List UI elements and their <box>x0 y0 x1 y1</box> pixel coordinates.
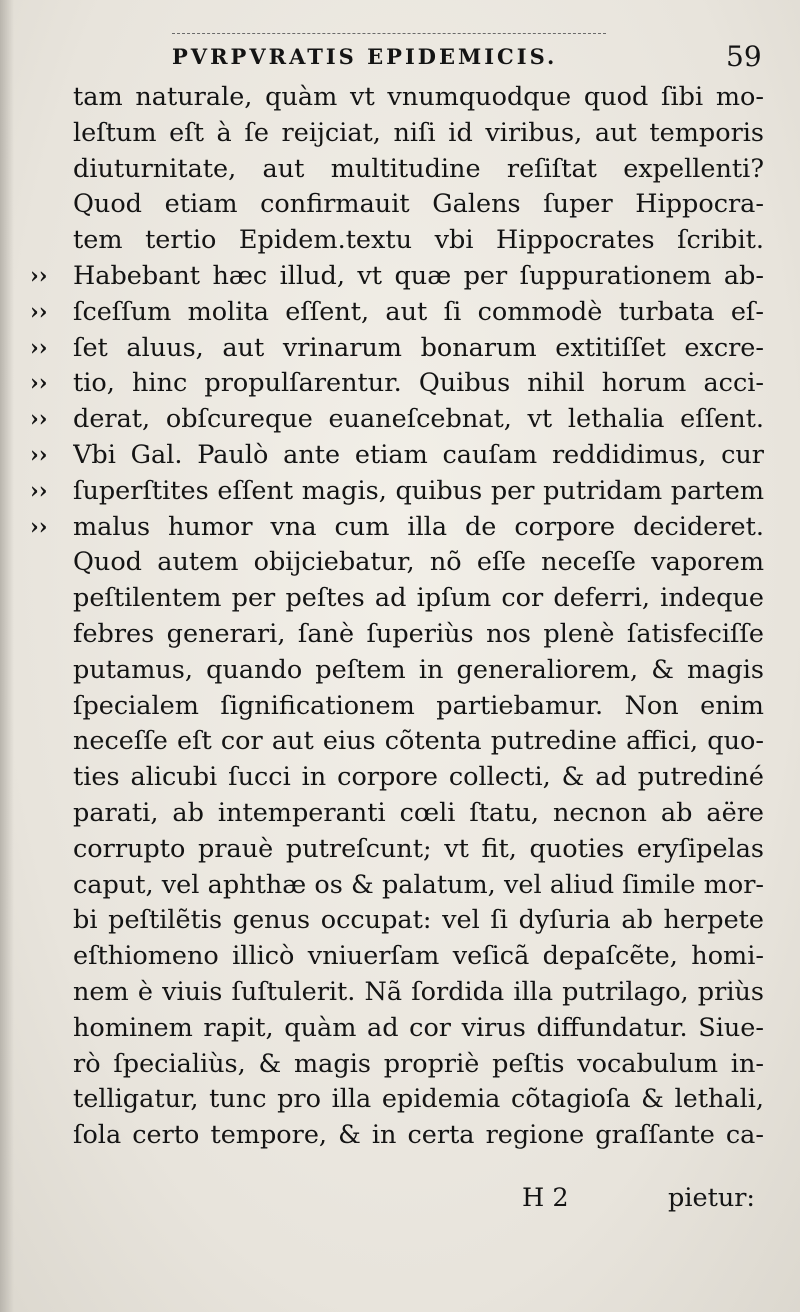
page-footer <box>0 1180 800 1216</box>
text-line <box>0 689 800 725</box>
text-line <box>0 760 800 796</box>
line-text: caput, vel aphthæ os & palatum, vel aliud ſimile mor- <box>73 869 764 900</box>
text-line <box>0 939 800 975</box>
line-text: rò ſpecialiùs, & magis propriè peſtis vocabulum in- <box>73 1048 764 1079</box>
text-line <box>0 152 800 188</box>
text-line <box>0 1118 800 1154</box>
quotation-mark: ›› <box>30 406 48 433</box>
line-text: ſet aluus, aut vrinarum bonarum extitiſſet excre- <box>73 332 764 363</box>
text-line <box>0 510 800 546</box>
line-text: ſceſſum molita eſſent, aut ſi commodè turbata eſ- <box>73 296 764 327</box>
line-text: malus humor vna cum illa de corpore decideret. <box>73 511 764 542</box>
text-line <box>0 617 800 653</box>
quotation-mark: ›› <box>30 477 48 504</box>
text-line <box>0 653 800 689</box>
line-text: Quod etiam confirmauit Galens ſuper Hippocra- <box>73 189 764 220</box>
line-text: nem è viuis ſuſtulerit. Nã ſordida illa putrilago, priùs <box>73 976 764 1007</box>
line-text: febres generari, ſanè ſuperiùs nos plenè ſatisfeciſſe <box>73 618 764 649</box>
line-text: telligatur, tunc pro illa epidemia cõtagioſa & lethali, <box>73 1084 764 1115</box>
line-text: parati, ab intemperanti cœli ſtatu, necnon ab aëre <box>73 797 764 828</box>
text-line <box>0 903 800 939</box>
text-line <box>0 438 800 474</box>
line-text: hominem rapit, quàm ad cor virus diffundatur. Siue- <box>73 1012 764 1043</box>
line-text: Vbi Gal. Paulò ante etiam cauſam reddidimus, cur <box>73 439 764 470</box>
text-line <box>0 187 800 223</box>
text-line <box>0 975 800 1011</box>
text-line <box>0 402 800 438</box>
line-text: neceſſe eſt cor aut eius cõtenta putredine affici, quo- <box>73 726 764 757</box>
signature-mark: H 2 <box>522 1183 569 1213</box>
text-line <box>0 80 800 116</box>
quotation-mark: ›› <box>30 441 48 468</box>
line-text: bi peſtilẽtis genus occupat: vel ſi dyſuria ab herpete <box>73 905 764 936</box>
quotation-mark: ›› <box>30 513 48 540</box>
line-text: peſtilentem per peſtes ad ipſum cor deferri, indeque <box>73 583 764 614</box>
quotation-mark: ›› <box>30 262 48 289</box>
line-text: corrupto prauè putreſcunt; vt fit, quoties eryſipelas <box>73 833 764 864</box>
text-line <box>0 474 800 510</box>
text-line <box>0 223 800 259</box>
text-line <box>0 366 800 402</box>
text-line <box>0 1011 800 1047</box>
line-text: ſola certo tempore, & in certa regione graſſante ca- <box>73 1120 764 1151</box>
text-line <box>0 581 800 617</box>
page-number: 59 <box>726 40 762 73</box>
line-text: putamus, quando peſtem in generaliorem, & magis <box>73 654 764 685</box>
text-line <box>0 832 800 868</box>
text-line <box>0 724 800 760</box>
line-text: diuturnitate, aut multitudine reſiſtat expellenti? <box>73 153 764 184</box>
line-text: ſuperſtites eſſent magis, quibus per putridam partem <box>73 475 764 506</box>
text-line <box>0 1082 800 1118</box>
line-text: Quod autem obijciebatur, nõ eſſe neceſſe vaporem <box>73 547 764 578</box>
line-text: Habebant hæc illud, vt quæ per ſuppurationem ab- <box>73 260 764 291</box>
text-line <box>0 116 800 152</box>
quotation-mark: ›› <box>30 370 48 397</box>
text-line <box>0 868 800 904</box>
text-line <box>0 295 800 331</box>
text-line <box>0 545 800 581</box>
catchword: pietur: <box>668 1183 756 1213</box>
line-text: ties alicubi ſucci in corpore collecti, & ad putrediné <box>73 762 764 793</box>
line-text: tio, hinc propulſarentur. Quibus nihil horum acci- <box>73 368 764 399</box>
quotation-mark: ›› <box>30 334 48 361</box>
text-line <box>0 796 800 832</box>
line-text: ſpecialem ſignificationem partiebamur. Non enim <box>73 690 764 721</box>
text-line <box>0 259 800 295</box>
running-head: PVRPVRATIS EPIDEMICIS. <box>172 44 558 69</box>
body-text <box>0 80 800 1154</box>
text-line <box>0 1047 800 1083</box>
line-text: derat, obſcureque euaneſcebnat, vt lethalia eſſent. <box>73 404 764 435</box>
line-text: eſthiomeno illicò vniuerſam veſicã depaſcẽte, homi- <box>73 941 764 972</box>
line-text: leſtum eſt à ſe reijciat, niſi id viribus, aut temporis <box>73 117 764 148</box>
text-line <box>0 331 800 367</box>
quotation-mark: ›› <box>30 298 48 325</box>
line-text: tem tertio Epidem.textu vbi Hippocrates ſcribit. <box>73 225 764 256</box>
header-rule <box>172 33 606 34</box>
line-text: tam naturale, quàm vt vnumquodque quod ſibi mo- <box>73 82 764 112</box>
